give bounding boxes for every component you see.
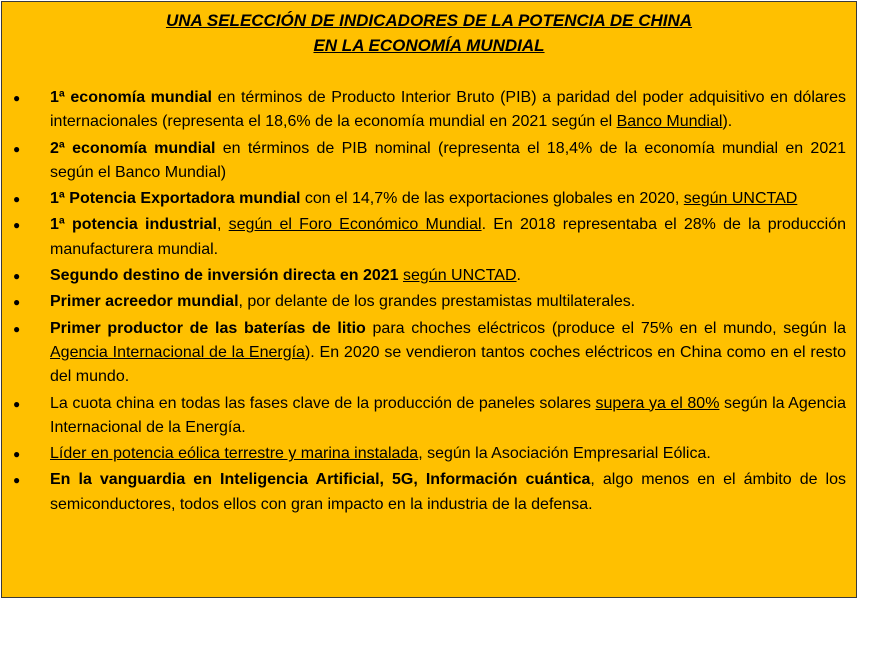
item-text: en términos de Producto Interior Bruto (PIB) a paridad del poder adquisitivo en dólares internacionales (representa el 18,6% de la economía mundial en 2021 según el bbox=[50, 89, 847, 131]
list-item bbox=[2, 213, 856, 262]
item-bold-text: 1ª Potencia Exportadora mundial bbox=[50, 190, 301, 208]
item-bold-text: Primer acreedor mundial bbox=[50, 293, 239, 311]
bullet-icon: ● bbox=[13, 321, 21, 336]
item-bold-text: 1ª economía mundial bbox=[50, 89, 213, 106]
bullet-icon: ● bbox=[13, 396, 21, 411]
item-text: La cuota china en todas las fases clave de la producción de paneles solares bbox=[50, 394, 596, 412]
indicators-box bbox=[1, 1, 857, 598]
list-item bbox=[2, 264, 856, 288]
item-link[interactable]: según UNCTAD bbox=[403, 267, 517, 285]
item-text: , según la Asociación Empresarial Eólica. bbox=[418, 445, 711, 463]
item-text: , algo menos en el ámbito de los semiconductores, todos ellos con gran impacto en la industria de la defensa. bbox=[50, 471, 846, 513]
bullet-icon: ● bbox=[13, 295, 21, 310]
bullet-icon: ● bbox=[13, 91, 21, 105]
list-item bbox=[2, 317, 856, 390]
bullet-icon: ● bbox=[13, 473, 21, 488]
document-title bbox=[2, 8, 856, 58]
list-item bbox=[2, 290, 856, 314]
list-item bbox=[2, 86, 856, 135]
item-text: según la Agencia Internacional de la Energía. bbox=[50, 394, 846, 436]
item-text: ). En 2020 se vendieron tantos coches eléctricos en China como en el resto del mundo. bbox=[50, 343, 846, 386]
title-line-1: UNA SELECCIÓN DE INDICADORES DE LA POTENCIA DE CHINA bbox=[165, 11, 693, 30]
item-bold-text: Segundo destino de inversión directa en 2021 bbox=[50, 267, 399, 285]
item-text: en términos de PIB nominal (representa el 18,4% de la economía mundial en 2021 según el Banco Mundial) bbox=[50, 139, 847, 181]
item-text: , bbox=[217, 216, 229, 234]
item-link[interactable]: según UNCTAD bbox=[683, 190, 798, 208]
bullet-icon: ● bbox=[13, 218, 21, 233]
bullet-icon: ● bbox=[13, 192, 21, 207]
item-text: . bbox=[516, 267, 521, 285]
item-text: para choches eléctricos (produce el 75% en el mundo, según la bbox=[365, 319, 846, 337]
item-link[interactable]: supera ya el 80% bbox=[595, 394, 720, 412]
item-text: . En 2018 representaba el 28% de la producción manufacturera mundial. bbox=[50, 216, 847, 258]
item-link[interactable]: según el Foro Económico Mundial bbox=[228, 216, 482, 234]
item-link[interactable]: Líder en potencia eólica terrestre y marina instalada bbox=[50, 445, 419, 463]
item-bold-text: Primer productor de las baterías de litio bbox=[50, 319, 366, 337]
list-item bbox=[2, 392, 856, 441]
list-item bbox=[2, 442, 856, 466]
list-item bbox=[2, 137, 856, 186]
item-bold-text: 1ª potencia industrial bbox=[50, 216, 218, 234]
item-bold-text: En la vanguardia en Inteligencia Artificial, 5G, Información cuántica bbox=[50, 471, 591, 489]
item-text: , por delante de los grandes prestamistas multilaterales. bbox=[238, 293, 636, 311]
item-link[interactable]: Agencia Internacional de la Energía bbox=[50, 343, 305, 361]
indicator-list bbox=[2, 86, 856, 519]
bullet-icon: ● bbox=[13, 269, 21, 284]
bullet-icon: ● bbox=[13, 447, 21, 462]
list-item bbox=[2, 468, 856, 517]
title-line-2: EN LA ECONOMÍA MUNDIAL bbox=[313, 36, 545, 55]
item-text: ). bbox=[722, 113, 733, 131]
item-link[interactable]: Banco Mundial bbox=[616, 113, 723, 131]
item-text: con el 14,7% de las exportaciones globales en 2020, bbox=[300, 190, 684, 208]
item-bold-text: 2ª economía mundial bbox=[50, 139, 216, 157]
list-item bbox=[2, 187, 856, 211]
bullet-icon: ● bbox=[13, 141, 21, 156]
